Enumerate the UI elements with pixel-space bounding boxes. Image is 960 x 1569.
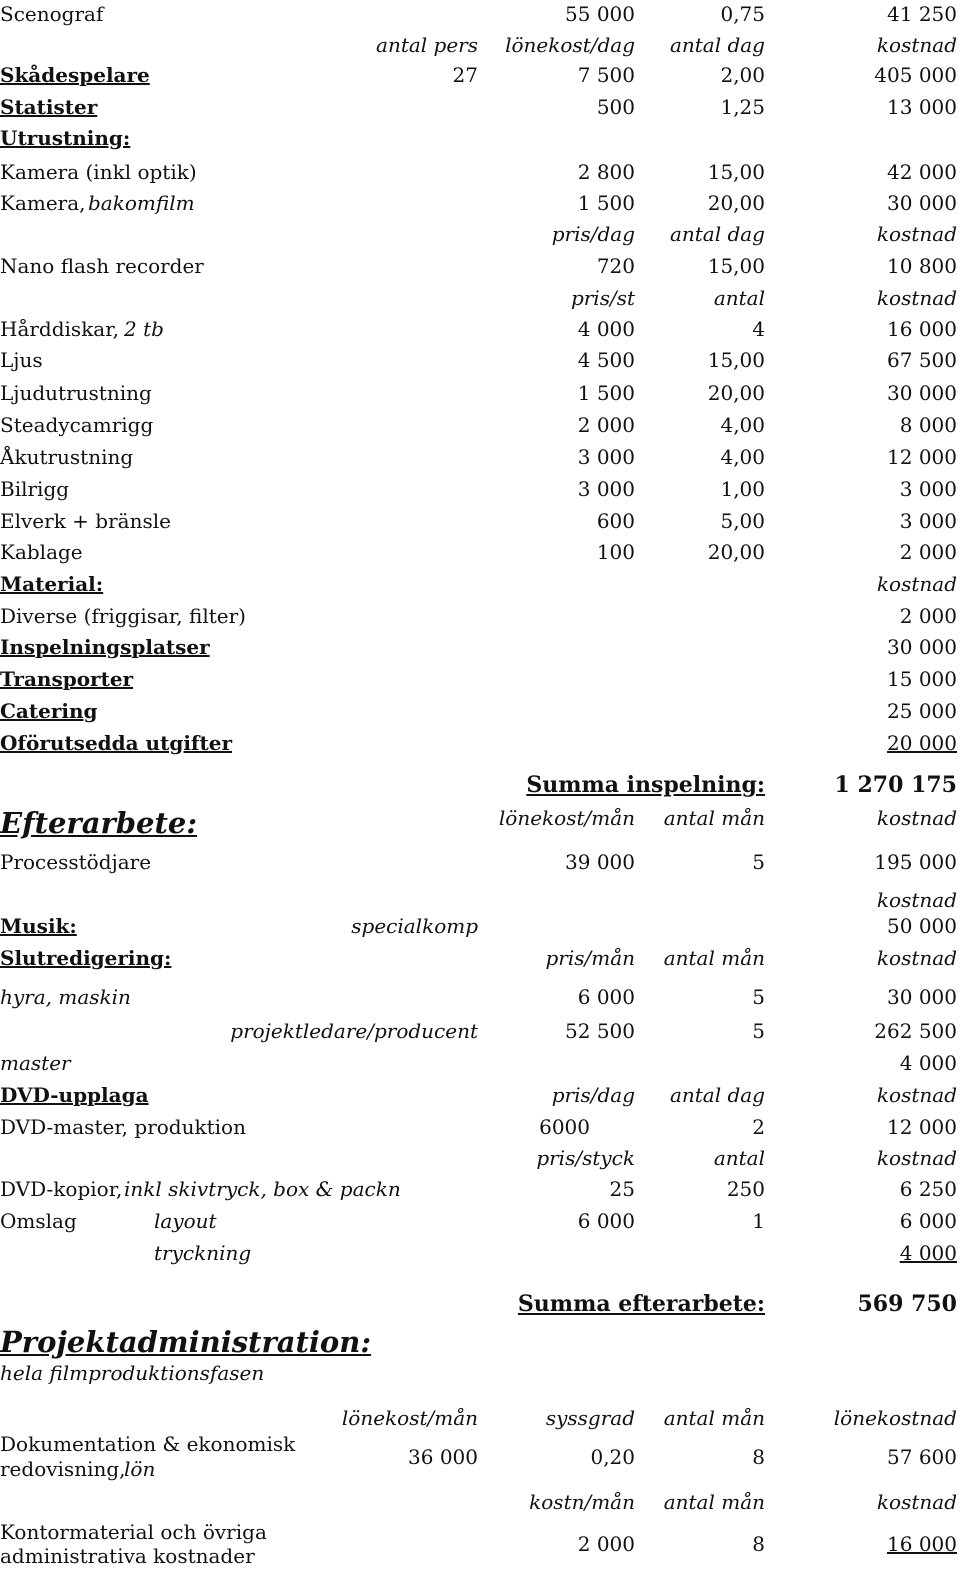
cell-statister-2: 1,25 — [720, 95, 765, 119]
cell-scenograf-0: Scenograf — [0, 2, 104, 26]
cell-hdr-styck-1: antal — [713, 1146, 765, 1170]
cell-kontormaterial-2: 2 000 — [577, 1532, 635, 1556]
cell-master-0: master — [0, 1051, 71, 1075]
cell-ljud-2: 20,00 — [707, 381, 765, 405]
cell-skadespelare-1: 27 — [452, 63, 478, 87]
cell-hyra-3: 30 000 — [887, 985, 957, 1009]
cell-processtod-1: 39 000 — [565, 850, 635, 874]
cell-dokumentation-3: 36 000 — [408, 1445, 478, 1469]
cell-tryckning-0: tryckning — [154, 1241, 252, 1265]
cell-skadespelare-2: 7 500 — [577, 63, 635, 87]
cell-kontormaterial-4: 16 000 — [887, 1532, 957, 1556]
cell-skadespelare-3: 2,00 — [720, 63, 765, 87]
cell-kablage-0: Kablage — [0, 540, 83, 564]
cell-ljus-1: 4 500 — [577, 348, 635, 372]
cell-projektledare-3: 262 500 — [874, 1019, 957, 1043]
cell-dokumentation-2: lön — [124, 1457, 156, 1481]
cell-hdr-st-0: pris/st — [570, 286, 635, 310]
cell-inspelningsplatser-1: 30 000 — [887, 635, 957, 659]
cell-dvd-kopior-4: 6 250 — [899, 1177, 957, 1201]
cell-kamera-3: 42 000 — [887, 160, 957, 184]
cell-hdr-st-1: antal — [713, 286, 765, 310]
cell-hdr-admin-1: syssgrad — [545, 1406, 635, 1430]
cell-nano-2: 15,00 — [707, 254, 765, 278]
cell-dvd-upplaga-1: pris/dag — [551, 1083, 635, 1107]
cell-dvd-master-1: 6000 — [539, 1115, 590, 1139]
cell-omslag-1: layout — [154, 1209, 217, 1233]
cell-dvd-master-2: 2 — [752, 1115, 765, 1139]
cell-scenograf-1: 55 000 — [565, 2, 635, 26]
cell-ljud-0: Ljudutrustning — [0, 381, 152, 405]
cell-musik-2: 50 000 — [887, 914, 957, 938]
cell-kablage-3: 2 000 — [899, 540, 957, 564]
cell-hdr-dag-1: antal dag — [669, 222, 765, 246]
cell-dokumentation-1: redovisning, — [0, 1457, 126, 1481]
cell-kablage-1: 100 — [596, 540, 635, 564]
cell-steady-1: 2 000 — [577, 413, 635, 437]
cell-efterarbete-2: antal mån — [663, 806, 765, 830]
cell-dokumentation-5: 8 — [752, 1445, 765, 1469]
cell-summa-inspelning-0: Summa inspelning: — [526, 772, 765, 798]
cell-hdr-musik-0: kostnad — [876, 888, 957, 912]
cell-hdr-styck-0: pris/styck — [536, 1146, 635, 1170]
cell-elverk-3: 3 000 — [899, 509, 957, 533]
cell-hdr-skad-3: kostnad — [876, 33, 957, 57]
cell-omslag-4: 6 000 — [899, 1209, 957, 1233]
cell-nano-1: 720 — [596, 254, 635, 278]
cell-efterarbete-1: lönekost/mån — [498, 806, 635, 830]
cell-bilrigg-0: Bilrigg — [0, 477, 70, 501]
cell-bilrigg-2: 1,00 — [720, 477, 765, 501]
cell-hdr-st-2: kostnad — [876, 286, 957, 310]
cell-master-1: 4 000 — [899, 1051, 957, 1075]
cell-transporter-1: 15 000 — [887, 667, 957, 691]
cell-slutredigering-0: Slutredigering: — [0, 946, 172, 970]
cell-transporter-0: Transporter — [0, 667, 134, 691]
cell-hela-film-0: hela filmproduktionsfasen — [0, 1361, 265, 1385]
cell-ljus-3: 67 500 — [887, 348, 957, 372]
cell-bilrigg-3: 3 000 — [899, 477, 957, 501]
cell-inspelningsplatser-0: Inspelningsplatser — [0, 635, 210, 659]
cell-diverse-1: 2 000 — [899, 604, 957, 628]
cell-kablage-2: 20,00 — [707, 540, 765, 564]
cell-slutredigering-3: kostnad — [876, 946, 957, 970]
cell-hdr-admin-0: lönekost/mån — [341, 1406, 478, 1430]
cell-kamera-1: 2 800 — [577, 160, 635, 184]
cell-hdr-admin-3: lönekostnad — [833, 1406, 957, 1430]
cell-kamera-0: Kamera (inkl optik) — [0, 160, 197, 184]
cell-ljus-2: 15,00 — [707, 348, 765, 372]
cell-dokumentation-6: 57 600 — [887, 1445, 957, 1469]
cell-elverk-1: 600 — [596, 509, 635, 533]
cell-oforutsedda-0: Oförutsedda utgifter — [0, 731, 233, 755]
cell-harddiskar-1: 2 tb — [124, 317, 164, 341]
cell-hyra-0: hyra, maskin — [0, 985, 131, 1009]
cell-kamera-bakom-4: 30 000 — [887, 191, 957, 215]
cell-material-0: Material: — [0, 572, 104, 596]
cell-steady-0: Steadycamrigg — [0, 413, 154, 437]
cell-projektledare-0: projektledare/producent — [230, 1019, 478, 1043]
cell-ljud-1: 1 500 — [577, 381, 635, 405]
cell-dvd-kopior-3: 250 — [726, 1177, 765, 1201]
cell-dvd-upplaga-2: antal dag — [669, 1083, 765, 1107]
cell-kamera-2: 15,00 — [707, 160, 765, 184]
cell-musik-1: specialkomp — [351, 914, 478, 938]
cell-utrustning-0: Utrustning: — [0, 126, 131, 150]
cell-dvd-kopior-1: inkl skivtryck, box & packn — [124, 1177, 401, 1201]
cell-aku-2: 4,00 — [720, 445, 765, 469]
cell-efterarbete-0: Efterarbete: — [0, 806, 198, 840]
cell-dokumentation-4: 0,20 — [590, 1445, 635, 1469]
cell-projektledare-1: 52 500 — [565, 1019, 635, 1043]
cell-summa-efterarbete-0: Summa efterarbete: — [517, 1291, 765, 1317]
cell-omslag-0: Omslag — [0, 1209, 77, 1233]
cell-steady-2: 4,00 — [720, 413, 765, 437]
cell-efterarbete-3: kostnad — [876, 806, 957, 830]
cell-hdr-kostn-2: kostnad — [876, 1490, 957, 1514]
cell-nano-0: Nano flash recorder — [0, 254, 204, 278]
cell-dvd-upplaga-0: DVD-upplaga — [0, 1083, 149, 1107]
cell-harddiskar-2: 4 000 — [577, 317, 635, 341]
cell-kontormaterial-0: Kontormaterial och övriga — [0, 1520, 267, 1544]
cell-kontormaterial-3: 8 — [752, 1532, 765, 1556]
cell-summa-inspelning-1: 1 270 175 — [834, 772, 957, 798]
cell-hdr-dag-2: kostnad — [876, 222, 957, 246]
cell-hdr-styck-2: kostnad — [876, 1146, 957, 1170]
cell-projektledare-2: 5 — [752, 1019, 765, 1043]
cell-omslag-2: 6 000 — [577, 1209, 635, 1233]
cell-oforutsedda-1: 20 000 — [887, 731, 957, 755]
cell-harddiskar-4: 16 000 — [887, 317, 957, 341]
cell-diverse-0: Diverse (friggisar, filter) — [0, 604, 246, 628]
cell-aku-1: 3 000 — [577, 445, 635, 469]
cell-omslag-3: 1 — [752, 1209, 765, 1233]
cell-hdr-skad-2: antal dag — [669, 33, 765, 57]
cell-summa-efterarbete-1: 569 750 — [857, 1291, 957, 1317]
cell-catering-0: Catering — [0, 699, 98, 723]
cell-steady-3: 8 000 — [899, 413, 957, 437]
cell-dvd-master-3: 12 000 — [887, 1115, 957, 1139]
cell-harddiskar-3: 4 — [752, 317, 765, 341]
cell-hdr-admin-2: antal mån — [663, 1406, 765, 1430]
cell-statister-1: 500 — [596, 95, 635, 119]
cell-elverk-2: 5,00 — [720, 509, 765, 533]
cell-catering-1: 25 000 — [887, 699, 957, 723]
cell-hdr-skad-1: lönekost/dag — [505, 33, 635, 57]
cell-musik-0: Musik: — [0, 914, 77, 938]
cell-hyra-1: 6 000 — [577, 985, 635, 1009]
cell-kamera-bakom-3: 20,00 — [707, 191, 765, 215]
cell-dvd-kopior-0: DVD-kopior, — [0, 1177, 123, 1201]
cell-kamera-bakom-2: 1 500 — [577, 191, 635, 215]
cell-tryckning-1: 4 000 — [899, 1241, 957, 1265]
cell-statister-0: Statister — [0, 95, 98, 119]
cell-slutredigering-2: antal mån — [663, 946, 765, 970]
cell-skadespelare-4: 405 000 — [874, 63, 957, 87]
cell-nano-3: 10 800 — [887, 254, 957, 278]
cell-processtod-0: Processtödjare — [0, 850, 152, 874]
cell-kontormaterial-1: administrativa kostnader — [0, 1544, 255, 1568]
cell-kamera-bakom-1: bakomfilm — [88, 191, 195, 215]
cell-hdr-kostn-0: kostn/mån — [529, 1490, 635, 1514]
cell-dokumentation-0: Dokumentation & ekonomisk — [0, 1432, 296, 1456]
cell-hdr-skad-0: antal pers — [376, 33, 478, 57]
cell-hdr-dag-0: pris/dag — [551, 222, 635, 246]
cell-elverk-0: Elverk + bränsle — [0, 509, 171, 533]
cell-harddiskar-0: Hårddiskar, — [0, 317, 119, 341]
cell-aku-3: 12 000 — [887, 445, 957, 469]
cell-material-1: kostnad — [876, 572, 957, 596]
cell-scenograf-3: 41 250 — [887, 2, 957, 26]
cell-slutredigering-1: pris/mån — [545, 946, 635, 970]
cell-processtod-2: 5 — [752, 850, 765, 874]
cell-hyra-2: 5 — [752, 985, 765, 1009]
cell-dvd-kopior-2: 25 — [609, 1177, 635, 1201]
cell-ljus-0: Ljus — [0, 348, 43, 372]
cell-ljud-3: 30 000 — [887, 381, 957, 405]
cell-scenograf-2: 0,75 — [720, 2, 765, 26]
cell-kamera-bakom-0: Kamera, — [0, 191, 86, 215]
cell-statister-3: 13 000 — [887, 95, 957, 119]
cell-dvd-upplaga-3: kostnad — [876, 1083, 957, 1107]
cell-bilrigg-1: 3 000 — [577, 477, 635, 501]
cell-dvd-master-0: DVD-master, produktion — [0, 1115, 246, 1139]
cell-skadespelare-0: Skådespelare — [0, 63, 150, 87]
cell-processtod-3: 195 000 — [874, 850, 957, 874]
cell-hdr-kostn-1: antal mån — [663, 1490, 765, 1514]
cell-projektadmin-0: Projektadministration: — [0, 1325, 372, 1359]
cell-aku-0: Åkutrustning — [0, 445, 134, 469]
